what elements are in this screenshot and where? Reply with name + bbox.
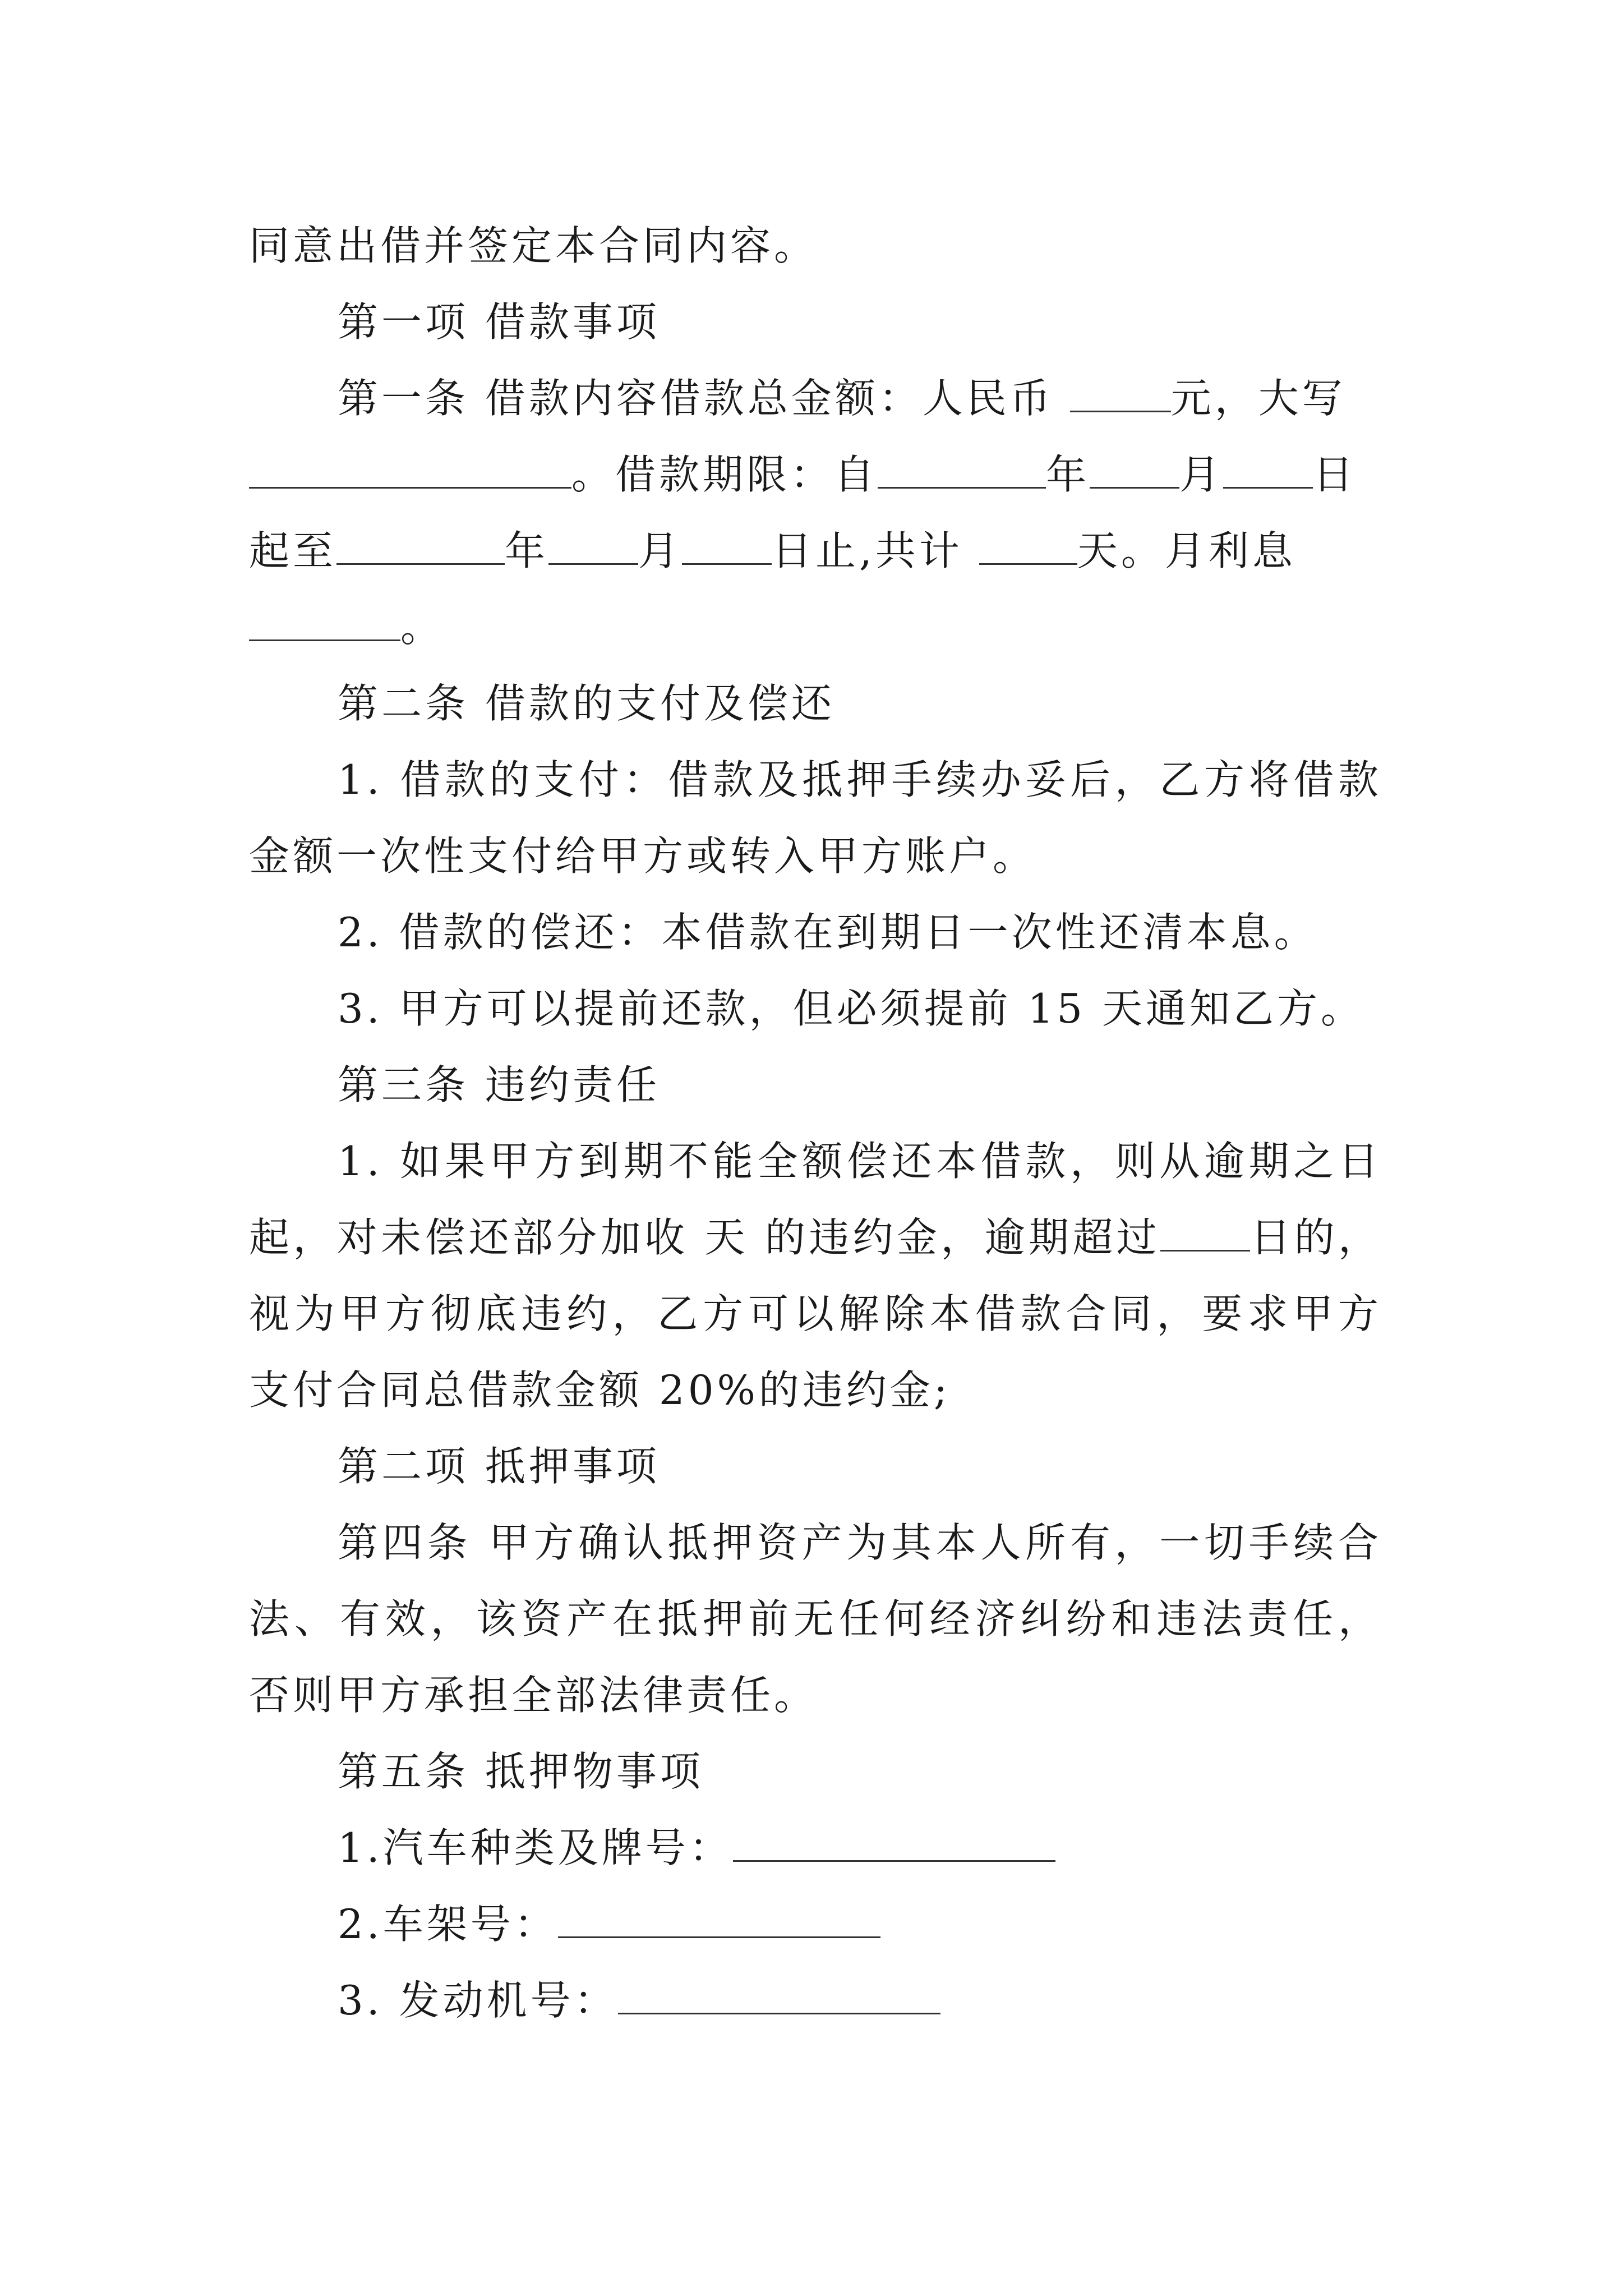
article-5-item-3: 3. 发动机号： [249,1962,1382,2039]
article-3-item-1: 1. 如果甲方到期不能全额偿还本借款，则从逾期之日起，对未偿还部分加收 天 的违约金，逾期超过 日的，视为甲方彻底违约，乙方可以解除本借款合同，要求甲方支付合同总借款金额 20%的违约金; [249,1138,1382,1414]
overdue-days-blank [1160,1209,1250,1251]
article-5-item-2: 2.车架号： [249,1886,1382,1962]
amount-uppercase-blank [249,447,571,489]
article-5-title: 第五条 抵押物事项 [338,1748,704,1795]
vin-blank [558,1896,880,1938]
article-2-item-1: 1. 借款的支付：借款及抵押手续办妥后，乙方将借款金额一次性支付给甲方或转入甲方账户。 [249,756,1382,880]
end-year-blank [336,523,505,565]
paragraph-intro: 同意出借并签定本合同内容。 [249,222,818,269]
section-title-mortgage: 第二项 抵押事项 [338,1443,660,1490]
vehicle-type-plate-blank [733,1820,1055,1862]
start-month-blank [1090,447,1179,489]
article-2-item-3: 3. 甲方可以提前还款，但必须提前 15 天通知乙方。 [338,985,1364,1032]
end-month-blank [548,523,638,565]
monthly-interest-blank [249,599,400,641]
amount-blank [1070,370,1171,412]
engine-number-blank [618,1972,940,2014]
end-day-blank [682,523,772,565]
article-3-title: 第三条 违约责任 [338,1061,660,1108]
start-day-blank [1223,447,1313,489]
contract-body [249,208,1382,2039]
total-days-blank [979,523,1077,565]
article-1-line-4: 。 [249,589,1382,665]
section-title-loan: 第一项 借款事项 [338,298,660,346]
article-1-loan-content: 第一条 借款内容借款总金额：人民币 元，大写 [249,360,1382,436]
start-year-blank [878,447,1046,489]
article-1-line-2: 。借款期限：自 年 月 日 [249,436,1382,513]
article-2-item-2: 2. 借款的偿还：本借款在到期日一次性还清本息。 [338,909,1318,956]
article-5-item-1: 1.汽车种类及牌号： [249,1810,1382,1886]
article-2-title: 第二条 借款的支付及偿还 [338,680,835,727]
article-1-line-3: 起至 年 月 日止,共计 天。月利息 [249,513,1382,589]
article-4: 第四条 甲方确认抵押资产为其本人所有，一切手续合法、有效，该资产在抵押前无任何经济纠纷和违法责任，否则甲方承担全部法律责任。 [249,1519,1382,1719]
